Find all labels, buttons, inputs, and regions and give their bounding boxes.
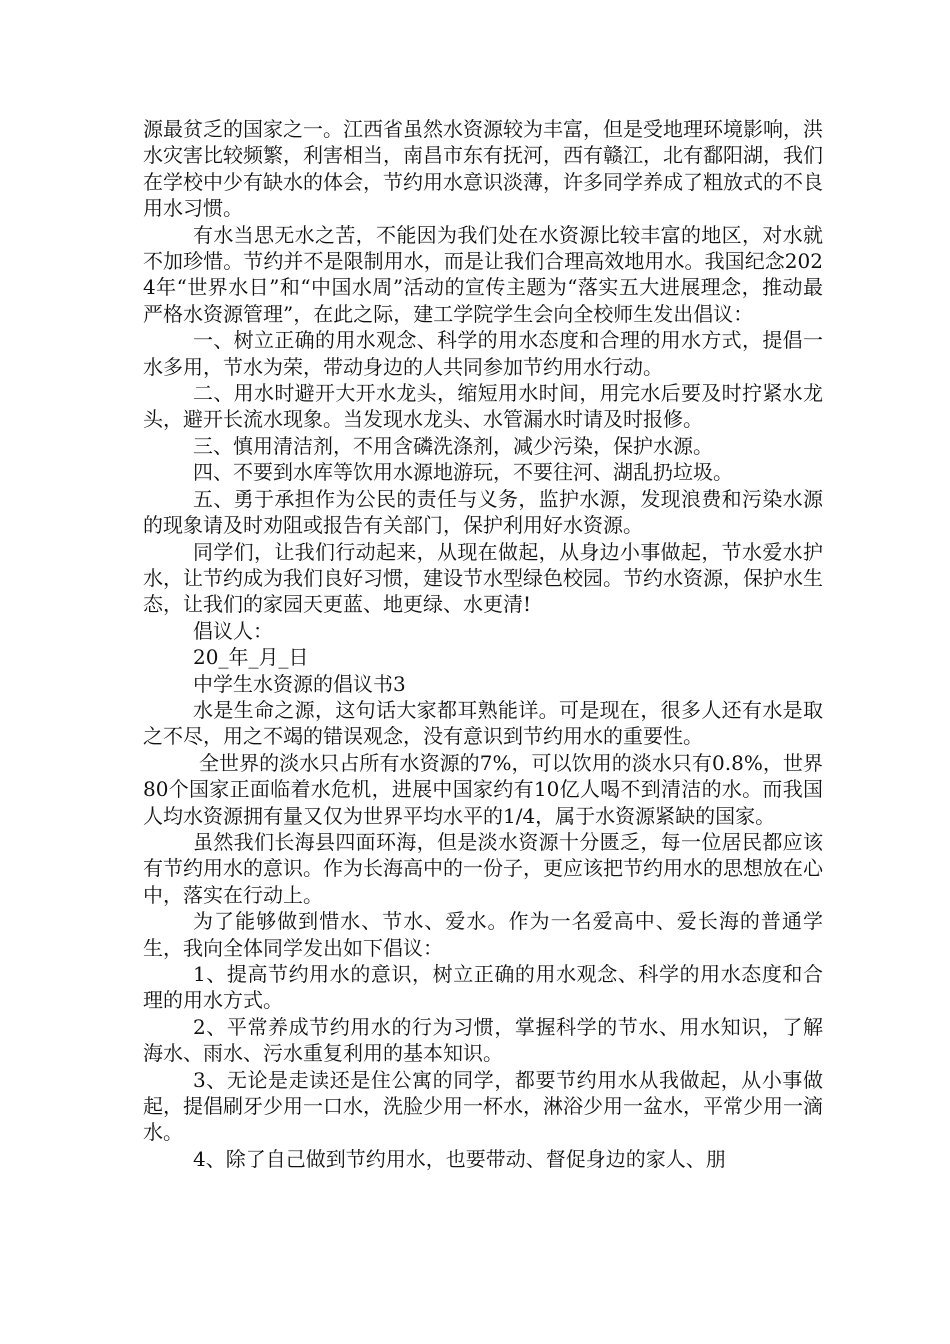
signature-line: 倡议人： [193,618,273,643]
paragraph-intro: 有水当思无水之苦，不能因为我们处在水资源比较丰富的地区，对水就不加珍惜。节约并不是限制用水，而是让我们合理高效地用水。我国纪念2024年“世界水日”和“中国水周”活动的宣传主题为“落实五大进展理念，推动最严格水资源管理”，在此之际，建工学院学生会向全校师生发出倡议： [143,222,823,326]
numbered-item-3: 3、无论是走读还是住公寓的同学，都要节约用水从我做起，从小事做起，提倡刷牙少用一口水，洗脸少用一杯水，淋浴少用一盆水，平常少用一滴水。 [143,1067,823,1145]
numbered-item-2: 2、平常养成节约用水的行为习惯，掌握科学的节水、用水知识，了解海水、雨水、污水重复利用的基本知识。 [143,1014,823,1066]
proposal-item-4: 四、不要到水库等饮用水源地游玩，不要往河、湖乱扔垃圾。 [193,460,733,485]
proposal-item-3: 三、慎用清洁剂，不用含磷洗涤剂，减少污染，保护水源。 [193,433,713,458]
paragraph-call-to-action: 同学们，让我们行动起来，从现在做起，从身边小事做起，节水爱水护水，让节约成为我们良好习惯，建设节水型绿色校园。节约水资源，保护水生态，让我们的家园天更蓝、地更绿、水更清! [143,539,823,617]
section-title: 中学生水资源的倡议书3 [193,671,406,696]
paragraph-water-source: 水是生命之源，这句话大家都耳熟能详。可是现在，很多人还有水是取之不尽，用之不竭的错误观念，没有意识到节约用水的重要性。 [143,697,823,749]
paragraph-water-statistics: 全世界的淡水只占所有水资源的7%，可以饮用的淡水只有0.8%，世界80个国家正面临着水危机，进展中国家约有10亿人喝不到清洁的水。而我国人均水资源拥有量又仅为世界平均水平的1/4，属于水资源紧缺的国家。 [143,750,823,828]
numbered-item-4: 4、除了自己做到节约用水，也要带动、督促身边的家人、朋 [193,1146,726,1171]
paragraph-proposal-intro: 为了能够做到惜水、节水、爱水。作为一名爱高中、爱长海的普通学生，我向全体同学发出如下倡议： [143,909,823,960]
proposal-item-5: 五、勇于承担作为公民的责任与义务，监护水源，发现浪费和污染水源的现象请及时劝阻或报告有关部门，保护利用好水资源。 [143,486,823,538]
proposal-item-2: 二、用水时避开大开水龙头，缩短用水时间，用完水后要及时拧紧水龙头，避开长流水现象。当发现水龙头、水管漏水时请及时报修。 [143,381,823,432]
document-page [143,116,823,1172]
paragraph-local-situation: 虽然我们长海县四面环海，但是淡水资源十分匮乏，每一位居民都应该有节约用水的意识。作为长海高中的一份子，更应该把节约用水的思想放在心中，落实在行动上。 [143,829,823,907]
paragraph-continuation: 源最贫乏的国家之一。江西省虽然水资源较为丰富，但是受地理环境影响，洪水灾害比较频繁，利害相当，南昌市东有抚河，西有赣江，北有鄱阳湖，我们在学校中少有缺水的体会，节约用水意识淡薄，许多同学养成了粗放式的不良用水习惯。 [143,117,823,221]
numbered-item-1: 1、提高节约用水的意识，树立正确的用水观念、科学的用水态度和合理的用水方式。 [143,962,823,1013]
date-line: 20_年_月_日 [193,645,309,670]
proposal-item-1: 一、树立正确的用水观念、科学的用水态度和合理的用水方式，提倡一水多用，节水为荣，带动身边的人共同参加节约用水行动。 [143,328,823,379]
